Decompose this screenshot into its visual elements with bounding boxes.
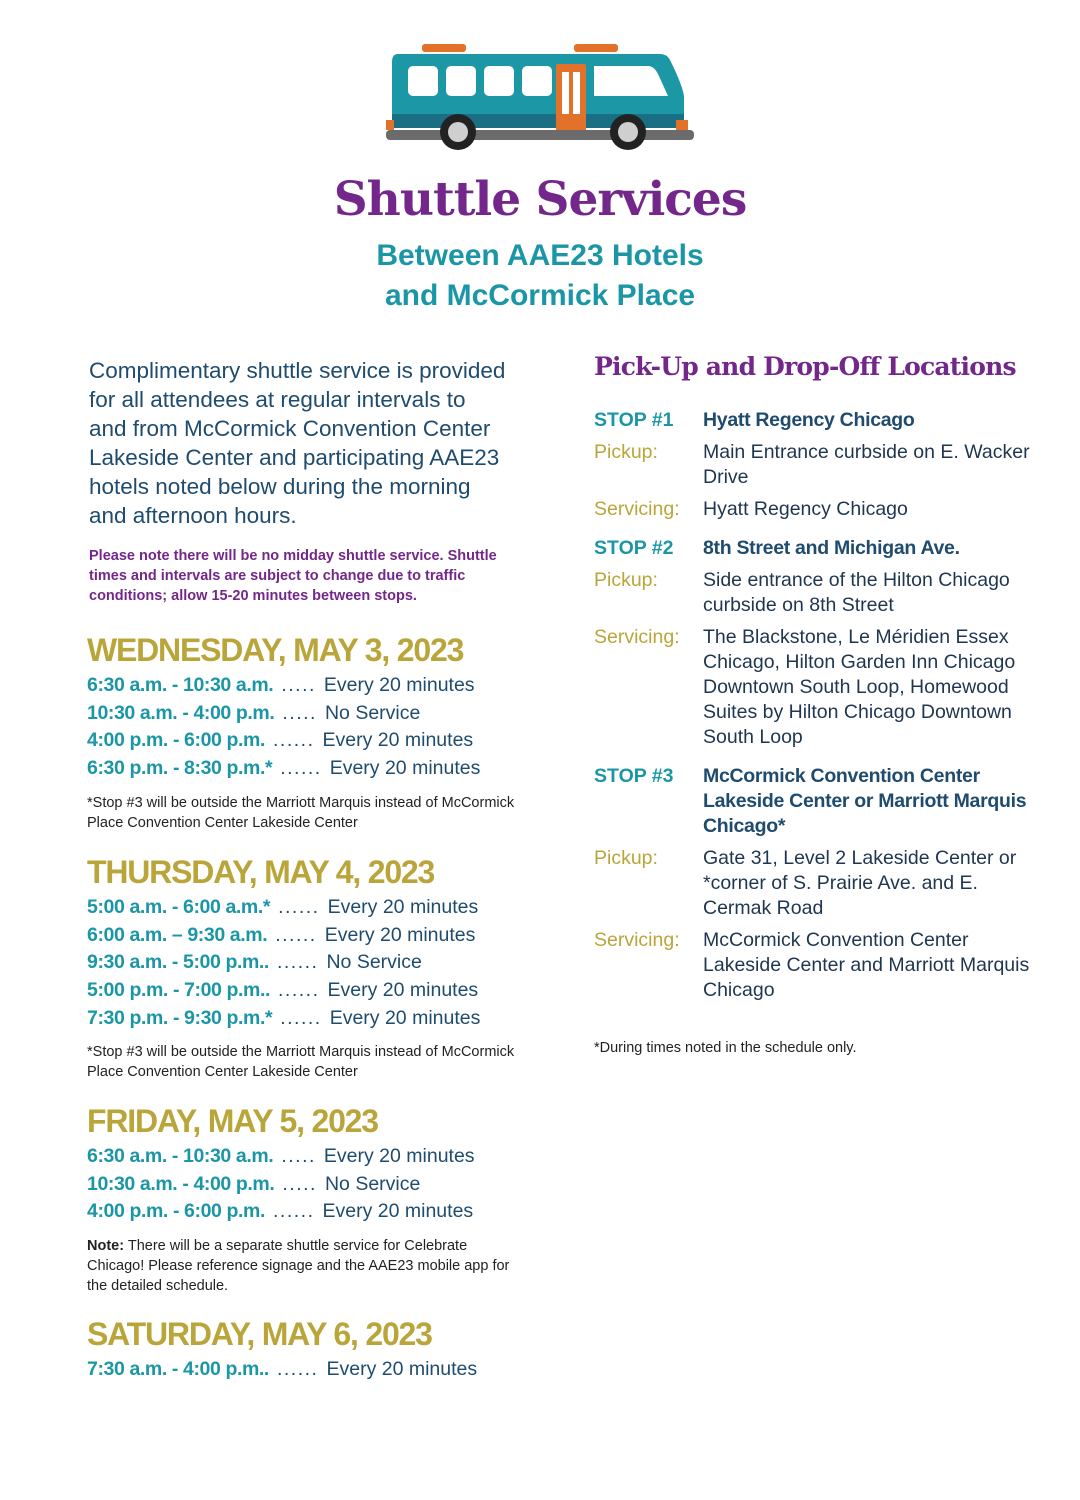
time-range: 5:00 p.m. - 7:00 p.m..: [87, 979, 271, 1002]
day-heading: THURSDAY, MAY 4, 2023: [87, 854, 435, 890]
servicing-label: Servicing:: [594, 498, 680, 520]
pickup-value: Side entrance of the Hilton Chicago curbside on 8th Street: [703, 569, 1010, 616]
stop-servicing: [594, 928, 1034, 1003]
pickup-label: Pickup:: [594, 441, 658, 463]
day-heading: SATURDAY, MAY 6, 2023: [87, 1316, 432, 1352]
page-subtitle: [0, 236, 1080, 316]
schedule-friday: [87, 1101, 547, 1296]
locations-footnote: *During times noted in the schedule only.: [594, 1040, 857, 1056]
stop-name: Hyatt Regency Chicago: [703, 409, 915, 431]
schedule-row: [87, 951, 547, 979]
frequency: No Service: [324, 1172, 421, 1195]
pickup-value: Main Entrance curbside on E. Wacker Drive: [703, 441, 1030, 488]
time-range: 5:00 a.m. - 6:00 a.m.*: [87, 896, 271, 918]
schedule-row: [87, 702, 547, 730]
frequency: Every 20 minutes: [329, 757, 481, 780]
stop-1: [594, 408, 1034, 522]
servicing-value: The Blackstone, Le Méridien Essex Chicago, Hilton Garden Inn Chicago Downtown South Loop, Homewood Suites by Hilton Chicago Downtown South Loop: [703, 626, 1016, 748]
stop-pickup: [594, 846, 1034, 921]
day-heading: FRIDAY, MAY 5, 2023: [87, 1103, 378, 1139]
frequency: Every 20 minutes: [324, 923, 476, 946]
schedule-wednesday: [87, 630, 547, 833]
frequency: Every 20 minutes: [326, 1358, 478, 1380]
leader-dots: .....: [281, 674, 316, 696]
time-range: 7:30 p.m. - 9:30 p.m.*: [87, 1006, 273, 1029]
leader-dots: ......: [273, 1200, 315, 1223]
leader-dots: ......: [278, 896, 320, 918]
time-range: 6:30 a.m. - 10:30 a.m.: [87, 674, 274, 696]
bus-icon: [386, 40, 694, 156]
servicing-value: Hyatt Regency Chicago: [703, 498, 908, 520]
frequency: Every 20 minutes: [329, 1006, 481, 1029]
schedule-row: [87, 757, 547, 785]
stop-number: STOP #2: [594, 537, 674, 559]
schedule-row: [87, 1145, 547, 1173]
leader-dots: ......: [276, 951, 319, 974]
leader-dots: ......: [278, 979, 320, 1002]
leader-dots: ......: [276, 1358, 319, 1380]
pickup-label: Pickup:: [594, 569, 658, 591]
pickup-label: Pickup:: [594, 847, 658, 869]
leader-dots: ......: [280, 757, 322, 780]
schedule-row: [87, 1200, 547, 1228]
schedule-row: [87, 674, 547, 702]
stop-name: 8th Street and Michigan Ave.: [703, 537, 960, 559]
time-range: 7:30 a.m. - 4:00 p.m..: [87, 1358, 269, 1380]
day-heading: WEDNESDAY, MAY 3, 2023: [87, 632, 464, 668]
leader-dots: ......: [273, 729, 315, 752]
leader-dots: .....: [281, 1145, 316, 1167]
leader-dots: .....: [282, 1172, 317, 1195]
time-range: 10:30 a.m. - 4:00 p.m.: [87, 1172, 275, 1195]
schedule-saturday: [87, 1314, 547, 1386]
midday-note: Please note there will be no midday shuttle service. Shuttle times and intervals are subject to change due to traffic conditions; allow 15-20 minutes between stops.: [89, 548, 497, 604]
schedule-note: [87, 1236, 517, 1296]
subtitle-line: and McCormick Place: [384, 279, 696, 312]
stop-header: [594, 408, 1034, 433]
pickup-value: Gate 31, Level 2 Lakeside Center or *corner of S. Prairie Ave. and E. Cermak Road: [703, 847, 1017, 919]
schedule-row: [87, 896, 547, 924]
time-range: 4:00 p.m. - 6:00 p.m.: [87, 1200, 265, 1223]
leader-dots: ......: [280, 1006, 322, 1029]
time-range: 4:00 p.m. - 6:00 p.m.: [87, 729, 265, 752]
stop-servicing: [594, 497, 1034, 522]
page-title: Shuttle Services: [333, 172, 747, 227]
time-range: 6:30 a.m. - 10:30 a.m.: [87, 1145, 274, 1167]
note-label: Note:: [87, 1238, 125, 1255]
stop-name: McCormick Convention Center Lakeside Center or Marriott Marquis Chicago*: [703, 765, 1027, 837]
stop-pickup: [594, 440, 1034, 490]
stops-list: [594, 408, 1034, 1017]
schedule-footnote: *Stop #3 will be outside the Marriott Marquis instead of McCormick Place Convention Center Lakeside Center: [87, 1044, 515, 1081]
stop-2: [594, 536, 1034, 750]
frequency: Every 20 minutes: [323, 674, 475, 696]
time-range: 6:00 a.m. – 9:30 a.m.: [87, 923, 268, 946]
time-range: 6:30 p.m. - 8:30 p.m.*: [87, 757, 273, 780]
servicing-label: Servicing:: [594, 929, 680, 951]
frequency: Every 20 minutes: [327, 979, 479, 1002]
schedule-row: [87, 924, 547, 952]
frequency: Every 20 minutes: [323, 1145, 475, 1167]
stop-header: [594, 536, 1034, 561]
note-text: There will be a separate shuttle service for Celebrate Chicago! Please reference signage and the AAE23 mobile app for the detailed schedule.: [87, 1238, 510, 1295]
stop-pickup: [594, 568, 1034, 618]
stop-number: STOP #3: [594, 765, 674, 787]
schedule-thursday: [87, 852, 547, 1082]
stop-header: [594, 764, 1034, 839]
stop-servicing: [594, 625, 1034, 750]
intro-text: Complimentary shuttle service is provided for all attendees at regular intervals to and from McCormick Convention Center Lakeside Center and participating AAE23 hotels noted below during the morning and afternoon hours.: [89, 358, 506, 528]
stop-number: STOP #1: [594, 409, 674, 431]
schedule-row: [87, 729, 547, 757]
schedule-row: [87, 979, 547, 1007]
schedule-row: [87, 1358, 547, 1386]
time-range: 9:30 a.m. - 5:00 p.m..: [87, 951, 269, 974]
servicing-label: Servicing:: [594, 626, 680, 648]
time-range: 10:30 a.m. - 4:00 p.m.: [87, 701, 275, 724]
frequency: Every 20 minutes: [322, 1200, 474, 1223]
servicing-value: McCormick Convention Center Lakeside Center and Marriott Marquis Chicago: [703, 929, 1030, 1001]
frequency: No Service: [326, 951, 422, 974]
schedule-footnote: *Stop #3 will be outside the Marriott Marquis instead of McCormick Place Convention Center Lakeside Center: [87, 794, 515, 831]
schedule-row: [87, 1007, 547, 1035]
schedule-row: [87, 1173, 547, 1201]
locations-heading: Pick-Up and Drop-Off Locations: [594, 352, 1016, 381]
leader-dots: .....: [282, 701, 317, 724]
stop-3: [594, 764, 1034, 1003]
frequency: No Service: [324, 701, 421, 724]
leader-dots: ......: [275, 923, 317, 946]
subtitle-line: Between AAE23 Hotels: [376, 239, 704, 272]
frequency: Every 20 minutes: [322, 729, 474, 752]
frequency: Every 20 minutes: [327, 896, 479, 918]
